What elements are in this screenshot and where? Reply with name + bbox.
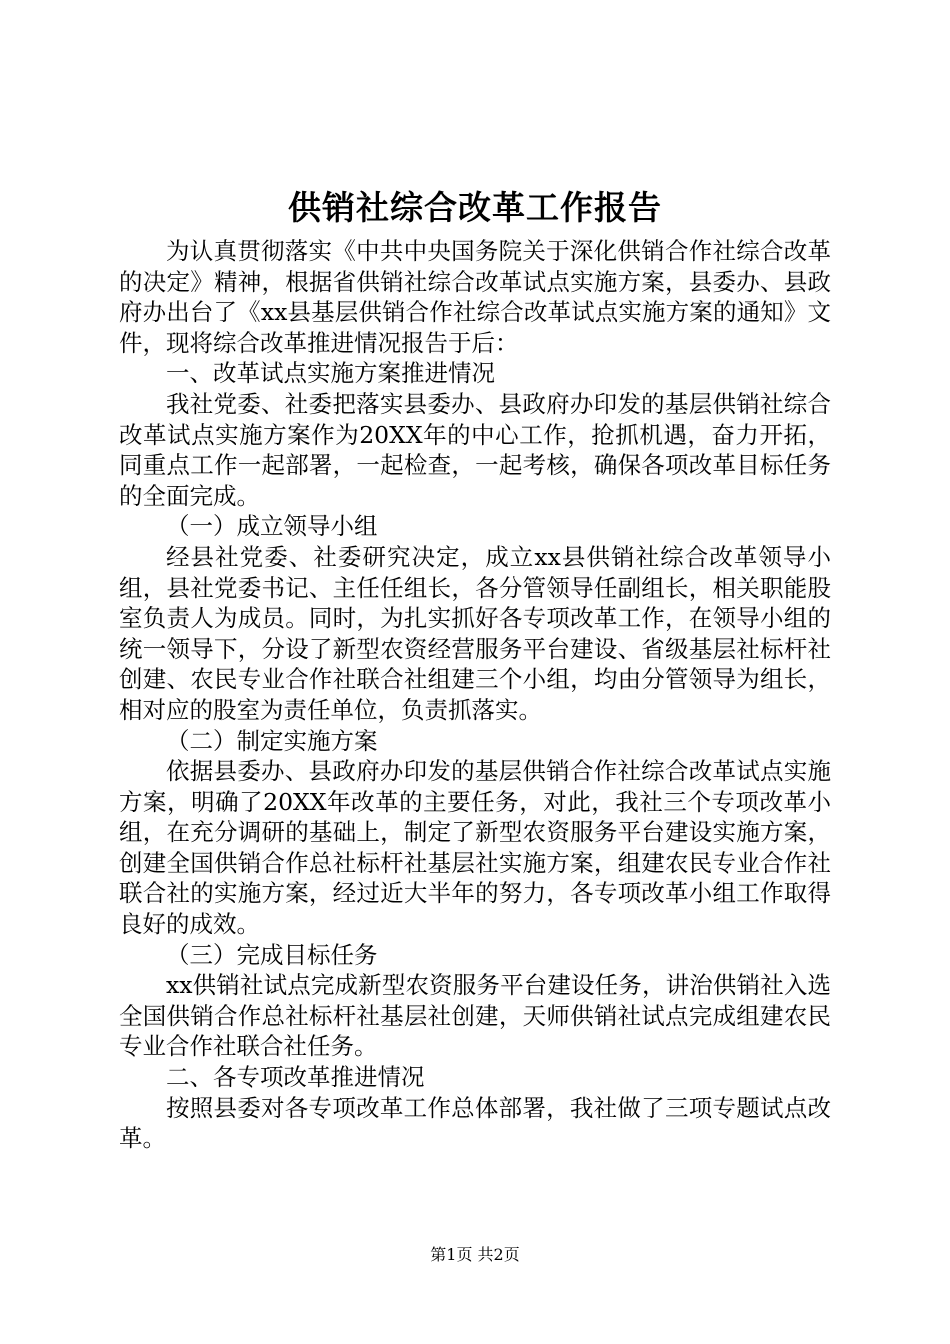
paragraph-intro: 为认真贯彻落实《中共中央国务院关于深化供销合作社综合改革的决定》精神，根据省供销社综合改革试点实施方案，县委办、县政府办出台了《xx县基层供销合作社综合改革试点实施方案的通知》文件，现将综合改革推进情况报告于后： xyxy=(119,237,831,357)
paragraph-section-2: 按照县委对各专项改革工作总体部署，我社做了三项专题试点改革。 xyxy=(119,1093,831,1153)
heading-section-1: 一、改革试点实施方案推进情况 xyxy=(166,359,495,388)
paragraph-subsection-1: 经县社党委、社委研究决定，成立xx县供销社综合改革领导小组，县社党委书记、主任任组长，各分管领导任副组长，相关职能股室负责人为成员。同时，为扎实抓好各专项改革工作，在领导小组的统一领导下，分设了新型农资经营服务平台建设、省级基层社标杆社创建、农民专业合作社联合社组建三个小组，均由分管领导为组长，相对应的股室为责任单位，负责抓落实。 xyxy=(119,542,831,724)
document-body xyxy=(119,236,831,1154)
subheading-1: （一）成立领导小组 xyxy=(166,512,378,541)
paragraph-section-1: 我社党委、社委把落实县委办、县政府办印发的基层供销社综合改革试点实施方案作为20XX年的中心工作，抢抓机遇，奋力开拓，同重点工作一起部署，一起检查，一起考核，确保各项改革目标任务的全面完成。 xyxy=(119,389,831,510)
subheading-2: （二）制定实施方案 xyxy=(166,726,378,755)
paragraph-subsection-2: 依据县委办、县政府办印发的基层供销合作社综合改革试点实施方案，明确了20XX年改革的主要任务，对此，我社三个专项改革小组，在充分调研的基础上，制定了新型农资服务平台建设实施方案，创建全国供销合作总社标杆社基层社实施方案，组建农民专业合作社联合社的实施方案，经过近大半年的努力，各专项改革小组工作取得良好的成效。 xyxy=(119,757,831,939)
subheading-3: （三）完成目标任务 xyxy=(166,940,378,969)
document-title: 供销社综合改革工作报告 xyxy=(288,188,662,227)
heading-section-2: 二、各专项改革推进情况 xyxy=(166,1063,425,1092)
paragraph-subsection-3: xx供销社试点完成新型农资服务平台建设任务，讲治供销社入选全国供销合作总社标杆社基层社创建，天师供销社试点完成组建农民专业合作社联合社任务。 xyxy=(119,971,831,1061)
page-footer: 第1页 共2页 xyxy=(430,1245,520,1264)
